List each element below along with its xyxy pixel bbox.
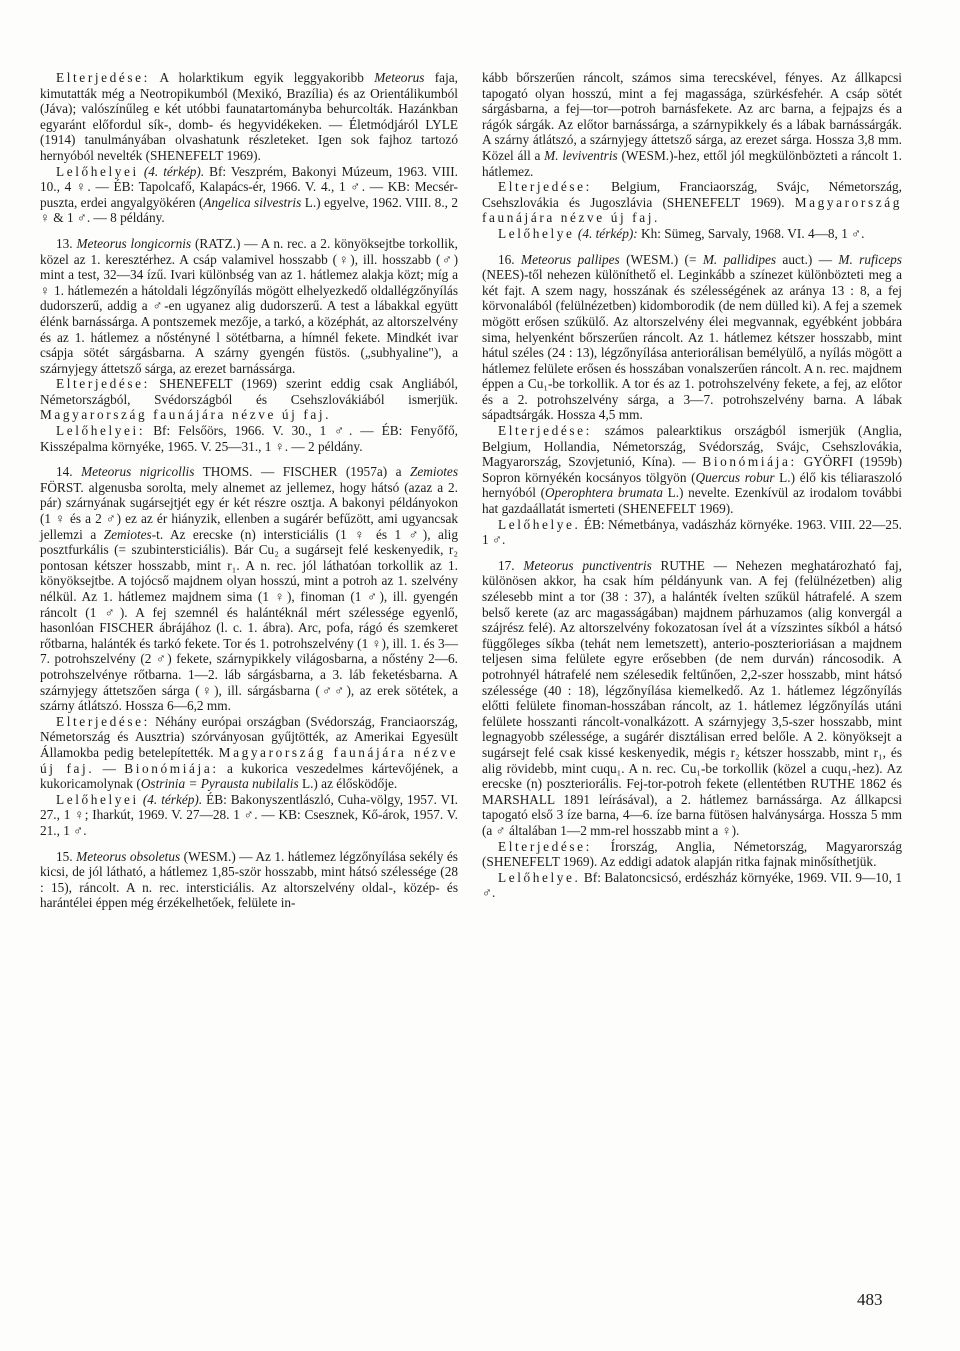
paragraph bbox=[482, 252, 902, 424]
spaced-heading-text: Elterjedése: bbox=[56, 713, 150, 729]
spaced-heading-text: Lelőhelyei: bbox=[56, 423, 146, 439]
paragraph bbox=[40, 423, 458, 454]
italic-text: Meteorus punctiventris bbox=[523, 557, 652, 573]
text-run: A holarktikum egyik leggyakoribb bbox=[149, 70, 375, 85]
italic-text: M. pallidipes bbox=[702, 251, 777, 267]
spaced-heading-text: Magyarország faunájára nézve új faj. bbox=[482, 194, 902, 226]
italic-text: M. ruficeps bbox=[838, 251, 902, 267]
text-run: SHENEFELT (1969) szerint eddig csak Angliából, Németországból, Svédországból és Csehszlovákiából ismerjük. bbox=[40, 376, 458, 407]
text-run: L.) az élősködője. bbox=[298, 776, 398, 792]
spaced-heading-text: Lelőhelye bbox=[498, 225, 575, 241]
paragraph-gap bbox=[482, 548, 902, 558]
text-run: FÖRST. algenusba sorolta, mely alnemet az jellemez, hogy hátsó (azaz a 2. pár) szárnyának sugársejtjét egy ér két részre osztja. A bakonyi példányokon (1 ♀ és a 2 ♂) ez az ér hiányzik, ellenben a sugárér befűzött, ami ugyancsak jellemzi a bbox=[40, 479, 458, 542]
text-run: — bbox=[94, 760, 125, 776]
page-number: 483 bbox=[857, 1290, 883, 1309]
text-run: L.) nevelte. Ezenkívül az irodalom további hat gazdaállatát ismerteti (SHENEFELT 1969). bbox=[482, 485, 903, 517]
text-run: Bf: Felsőörs, 1966. V. 30., 1 ♂. — ÉB: Fenyőfő, Kisszépalma környéke, 1965. V. 25—31., 1 ♀. — 2 példány. bbox=[40, 423, 458, 454]
left-column bbox=[40, 70, 458, 911]
text-run: kább bőrszerűen ráncolt, számos sima terecskével, fényes. Az állkapcsi tapogató olyan hosszú, mint a fej magassága, szürkésfehér. A csáp sötét sárgásbarna, a fej—tor—potroh barnásfekete. Az arc barna, a fejpajzs és a rágók sárgák. Az előtor barnássárga, a szárnypikkely és a lábak barnássárgák. A szárny átlátszó, a szárnyjegy áttetsző sárga, az erezet sárga. Hossza 3,8 mm. Közel áll a bbox=[482, 70, 902, 163]
paragraph bbox=[40, 376, 458, 423]
paragraph bbox=[482, 423, 902, 517]
italic-text: Meteorus longicornis bbox=[76, 235, 192, 251]
text-run: -t. Az erecske (n) intersticiális (1 ♀ és 1 ♂), alig posztfurkális (= szubintersticiális). Bár Cu₂ a sugársejt felé keskenyedik, r₂ pontosan kétszer hosszabb, mint r₁. A n. rec. jól láthatóan torkollik az 1. könyöksejtbe. A tojócső majdnem olyan hosszú, mint a potroh az 1. szelvény nélkül. Az 1. hátlemez majdnem sima (1 ♀), finoman (1 ♂), ill. gyengén ráncolt (1 ♂). A fej szemnél és halántéknál mért szélessége egyenlő, hasonlóan FISCHER ábrájához (l. c. 1. ábra). Arc, pofa, rágó és szemkeret rőtbarna, halánték és tarkó fekete. Tor és 1. potrohszelvény (1 ♀), ill. 1. és 3—7. potrohszelvény (2 ♂) fekete, szárnypikkely világosbarna, a nőstény 2—6. potrohszelvénye rőtbarna. 1—2. láb sárgásbarna, a 3. láb feketésbarna. A szárnyjegy áttetszően sárga (♀), ill. sárgásbarna (♂♂), az erek sötétek, a szárny átlátszó. Hossza 6—6,2 mm. bbox=[40, 526, 458, 714]
text-run: ÉB: Németbánya, vadászház környéke. 1963. VIII. 22—25. 1 ♂. bbox=[482, 516, 902, 548]
text-run: 17. bbox=[498, 557, 524, 573]
paragraph-gap bbox=[40, 839, 458, 849]
text-run: Írország, Anglia, Németország, Magyarország (SHENEFELT 1969). Az eddigi adatok alapján ritka fajnak minősíthetjük. bbox=[482, 838, 902, 870]
italic-text: Zemiotes bbox=[103, 526, 152, 542]
italic-text: Zemiotes bbox=[409, 464, 458, 480]
paragraph bbox=[482, 517, 902, 548]
text-run: GYÖRFI (1959b) Sopron környékén kocsányos tölgyön ( bbox=[482, 454, 903, 485]
italic-text: Meteorus bbox=[374, 70, 425, 85]
text-run: 14. bbox=[56, 464, 82, 480]
spaced-heading-text: Lelőhelyei bbox=[56, 163, 139, 179]
italic-text: (4. térkép). bbox=[143, 163, 205, 179]
italic-text: Quercus robur bbox=[695, 469, 775, 485]
text-run: RUTHE — Nehezen meghatározható faj, különösen akkor, ha csak hím példányunk van. A fej (felülnézetben) alig szélesebb mint a tor (38 : 37), a halánték ívelten szűkül hátrafelé. A szem belső kerete (az arc magasságában) majdnem párhuzamos (alig konvergál a szájrész felé). Az altorszelvény fokozatosan ível át a vízszintes síkból a hátsó függőleges síkba (tehát nem lemetszett), anterio-poszterioriásan a majdnem teljesen sima felülete egyre erősebben (de nem durván) ráncosodik. A potrohnyél hátrafelé nem szélesedik feltűnően, 2,2-szer hosszabb, mint hátsó szélessége (40 : 18), légzőnyílása kiemelkedő. Az 1. hátlemez légzőnyílás előtti felülete finoman-hosszában ráncolt, az 1. hátlemez légzőnyílás utáni felülete hosszanti ráncolt-vonalkázott. A szárnyjegy 3,5-szer hosszabb, mint legnagyobb szélessége, a sugárér disztálisan erred belőle. A 2. könyöksejt a sugársejt felé csak kissé keskenyedik, mégis r₂ kétszer hosszabb, mint r₁, és alig rövidebb, mint cuqu₁. A n. rec. Cu₁-be torkollik (közel a cuqu₁-hez). Az erecske (n) poszteriorális. Fej-tor-potroh fekete (ellentétben RUTHE 1862 és MARSHALL 1891 leírásával), a 2. hátlemez barnássárga. Az állkapcsi tapogató első 3 íze barna, 4—6. íze barna fütösen halványsárga. Hossza 5 mm (a ♂ általában 1—2 mm-rel hosszabb mint a ♀). bbox=[482, 557, 902, 838]
paragraph bbox=[40, 792, 458, 839]
text-run: THOMS. — FISCHER (1957a) a bbox=[194, 464, 410, 480]
text-run: Néhány európai országban (Svédország, Franciaország, Németország és Ausztria) szórványosan gyűjtötték, az Amerikai Egyesült Államokba pedig betelepítették. bbox=[40, 713, 458, 760]
paragraph bbox=[482, 226, 902, 242]
text-run: Bf: Veszprém, Bakonyi Múzeum, 1963. VIII. 10., 4 ♀. — ÉB: Tapolcafő, Kalapács-ér, 1966. V. 4., 1 ♂. — KB: Mecsér-puszta, erdei angyalgyökéren ( bbox=[40, 163, 458, 210]
spaced-heading-text: Bionómiája: bbox=[124, 760, 219, 776]
spaced-heading-text: Elterjedése: bbox=[56, 70, 150, 85]
paragraph bbox=[482, 870, 902, 901]
spaced-heading-text: Elterjedése: bbox=[56, 376, 150, 392]
paragraph bbox=[40, 70, 458, 164]
text-run: a kukorica veszedelmes kártevőjének, a kukoricamolynak ( bbox=[40, 760, 458, 792]
spaced-heading-text: Lelőhelye. bbox=[498, 869, 581, 885]
italic-text: Meteorus obsoletus bbox=[76, 848, 181, 864]
paragraph bbox=[40, 464, 458, 714]
text-run: L.) élő kis téliaraszoló hernyóból ( bbox=[482, 469, 903, 501]
paragraph-gap bbox=[40, 454, 458, 464]
text-run: 13. bbox=[56, 235, 77, 251]
paragraph bbox=[482, 839, 902, 870]
paragraph bbox=[40, 236, 458, 376]
text-run: (NEES)-től nehezen különíthető el. Leginkább a színezet különbözteti meg a két fajt. A szem nagy, hosszának és szélességének az aránya 13 : 8, a fej körvonalából (felülnézetben) kidomborodik (de nem dülled ki). A fej a szemek mögött erősen szűkülő. Az altorszelvény élei megvannak, egyébként jobbára sima, helyenként bőrszerűen ráncolt. Az 1. hátlemez kétszer hosszabb, mint hátul széles (24 : 13), légzőnyílása anteriorálisan bemélyülő, a nyílás mögött a hátlemez felülete erősen és hosszában vonalszerűen ráncolt. A n. rec. majdnem éppen a Cu₁-be torkollik. A tor és az 1. potrohszelvény fekete, a fej, az előtor és a 2. potrohszelvény sárga, a 3—7. potrohszelvény barna. A lábak sápadtsárgák. Hossza 4,5 mm. bbox=[482, 267, 902, 423]
spaced-heading-text: Lelőhelyei bbox=[56, 791, 139, 807]
italic-text: Meteorus pallipes bbox=[521, 251, 620, 267]
spaced-heading-text: Elterjedése: bbox=[498, 179, 592, 195]
text-run: számos palearktikus országból ismerjük (Anglia, Belgium, Hollandia, Németország, Svédország, Svájc, Csehszlovákia, Magyarország, Szovjetunió, Kína). — bbox=[482, 423, 902, 470]
paragraph-gap bbox=[482, 242, 902, 252]
spaced-heading-text: Magyarország faunájára nézve új faj. bbox=[40, 744, 458, 776]
spaced-heading-text: Elterjedése: bbox=[498, 423, 592, 439]
spaced-heading-text: Lelőhelye. bbox=[498, 516, 581, 532]
text-run: Belgium, Franciaország, Svájc, Németország, Csehszlovákia és Jugoszlávia (SHENEFELT 1969). bbox=[482, 179, 902, 210]
text-run: 16. bbox=[498, 251, 521, 267]
text-run: Kh: Sümeg, Sarvaly, 1968. VI. 4—8, 1 ♂. bbox=[637, 225, 865, 241]
text-run: (WESM.) — Az 1. hátlemez légzőnyílása sekély és kicsi, de jól látható, a hátlemez 1,85-ször hosszabb, mint hátsó szélessége (28 : 15), ráncolt. A n. rec. intersticiális. Az altorszelvény oldal-, közép- és harántélei éppen még érzékelhetőek, felülete in- bbox=[40, 848, 458, 911]
paragraph bbox=[40, 714, 458, 792]
right-column bbox=[482, 70, 902, 901]
text-run: 15. bbox=[56, 848, 77, 864]
spaced-heading-text: Bionómiája: bbox=[702, 454, 797, 470]
text-run: (WESM.) (= bbox=[619, 251, 703, 267]
italic-text: Angelica silvestris bbox=[203, 194, 302, 210]
text-run: (RATZ.) — A n. rec. a 2. könyöksejtbe torkollik, közel az 1. keresztérhez. A csáp valamivel hosszabb (♀), ill. hosszabb (♂) mint a test, 32—34 ízű. Ivari különbség van az 1. hátlemez alakja közt; míg a ♀ 1. hátlemezén a hátoldali légzőnyílás mögött elhelyezkedő oldallégzőnyílás dudorszerű, addig a ♂-en ugyanez alig dudorszerű. A test a lábakkal együtt élénk barnássárga. A pontszemek mezője, a tarkó, a középhát, az altorszelvény és az 1. hátlemez a nőstényné l sötétbarna, a hímnél fekete. Mindkét ivar csápja sötét sárgásbarna. A szárny gyengén füstös. („subhyaline"), a szárnyjegy áttetsző sárga, az erezet barnássárga. bbox=[40, 235, 458, 376]
text-run: Bf: Balatoncsicsó, erdészház környéke, 1969. VII. 9—10, 1 ♂. bbox=[482, 869, 902, 901]
paragraph bbox=[40, 164, 458, 226]
text-run: (WESM.)-hez, ettől jól megkülönbözteti a ráncolt 1. hátlemez. bbox=[482, 147, 902, 179]
italic-text: Meteorus nigricollis bbox=[81, 464, 195, 480]
text-run: L.) egyelve, 1962. VIII. 8., 2 ♀ & 1 ♂. — 8 példány. bbox=[40, 194, 459, 226]
text-run: ÉB: Bakonyszentlászló, Cuha-völgy, 1957. VI. 27., 1 ♀; Iharkút, 1969. V. 27—28. 1 ♂. — KB: Csesznek, Kő-árok, 1957. V. 21., 1 ♂. bbox=[40, 791, 458, 838]
text-run: faja, kimutatták még a Neotropikumból (Mexikó, Brazília) és az Orientálikumból (Jáva); valószínűleg e két utóbbi faunatartományba behurcolták. Hazánkban egyaránt előfordul sík-, domb- és hegyvidékeken. — Életmódjáról LYLE (1914) tanulmányában olvashatunk részleteket. Igen sok fajhoz tartozó hernyóból nevelték (SHENEFELT 1969). bbox=[40, 70, 458, 163]
italic-text: Ostrinia = Pyrausta nubilalis bbox=[140, 776, 299, 792]
paragraph bbox=[482, 179, 902, 226]
paragraph bbox=[482, 70, 902, 179]
paragraph-gap bbox=[40, 226, 458, 236]
italic-text: Operophtera brumata bbox=[545, 485, 663, 501]
spaced-heading-text: Magyarország faunájára nézve új faj. bbox=[40, 407, 332, 423]
text-run: auct.) — bbox=[776, 251, 839, 267]
italic-text: (4. térkép). bbox=[142, 791, 203, 807]
spaced-heading-text: Elterjedése: bbox=[498, 838, 592, 854]
italic-text: (4. térkép): bbox=[577, 225, 638, 241]
paragraph bbox=[40, 849, 458, 911]
paragraph bbox=[482, 558, 902, 839]
italic-text: M. leviventris bbox=[544, 147, 618, 163]
